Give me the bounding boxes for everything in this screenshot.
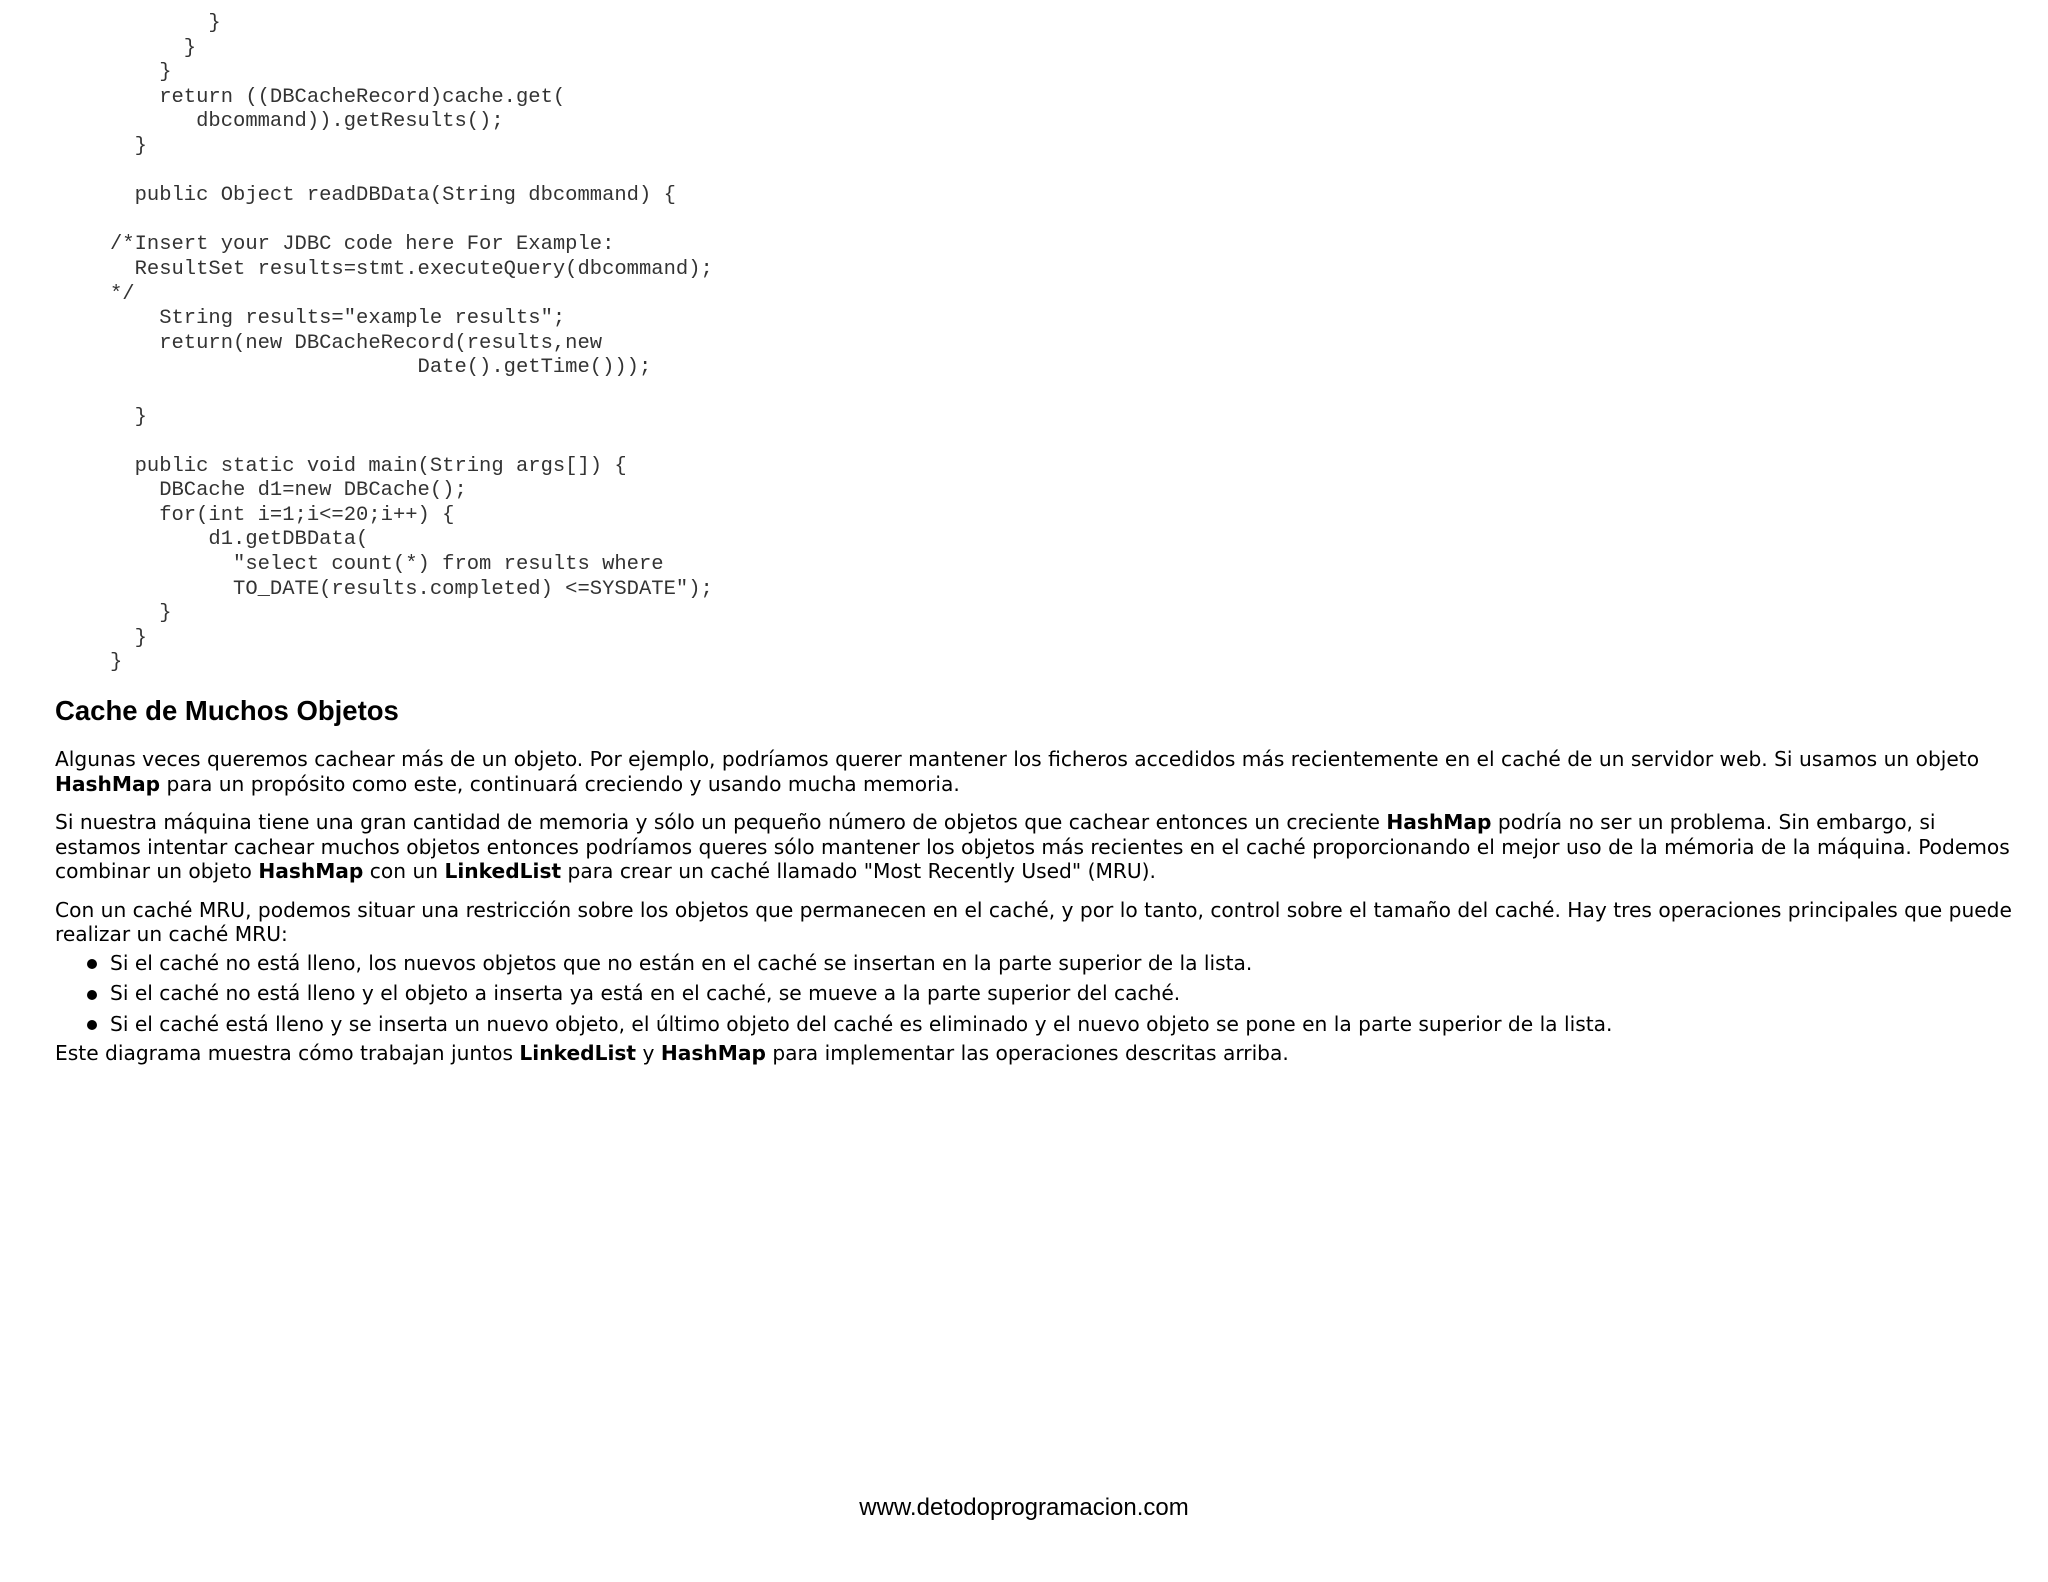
list-item-text: Si el caché no está lleno y el objeto a inserta ya está en el caché, se mueve a la parte superior del caché.	[110, 981, 1181, 1005]
code-line: }	[208, 12, 221, 35]
keyword-hashmap: HashMap	[660, 1041, 766, 1065]
paragraph-memory	[55, 810, 2015, 884]
paragraph-text: para crear un caché llamado "Most Recently Used" (MRU).	[561, 859, 1156, 883]
section-heading: Cache de Muchos Objetos	[55, 695, 399, 726]
paragraph-text: Algunas veces queremos cachear más de un objeto. Por ejemplo, podríamos querer mantener los ficheros accedidos más recientemente en el caché de un servidor web. Si usamos un objeto	[55, 747, 1980, 771]
code-line: /*Insert your JDBC code here For Example:	[110, 233, 615, 257]
keyword-hashmap: HashMap	[258, 859, 364, 883]
keyword-hashmap: HashMap	[1386, 810, 1492, 834]
keyword-linkedlist: LinkedList	[444, 859, 562, 883]
bullet-icon	[87, 990, 97, 1000]
code-line: return(new DBCacheRecord(results,new	[159, 331, 603, 355]
paragraph-text: con un	[363, 859, 445, 883]
list-item	[87, 1012, 2015, 1036]
paragraph-intro	[55, 747, 2015, 796]
code-line: }	[110, 651, 123, 675]
code-line: "select count(*) from results where	[233, 553, 664, 577]
code-line: }	[134, 626, 147, 650]
code-line: public static void main(String args[]) {	[134, 454, 627, 478]
paragraph-mru: Con un caché MRU, podemos situar una restricción sobre los objetos que permanecen en el caché, y por lo tanto, control sobre el tamaño del caché. Hay tres operaciones principales que puede realizar un caché MRU:	[55, 897, 2012, 946]
code-line: public Object readDBData(String dbcommand) {	[134, 184, 676, 208]
code-line: String results="example results";	[159, 307, 566, 331]
operations-list	[55, 951, 2015, 1036]
code-line: DBCache d1=new DBCache();	[159, 479, 467, 503]
paragraph-text: Si nuestra máquina tiene una gran cantidad de memoria y sólo un pequeño número de objetos que cachear entonces un creciente	[55, 810, 1387, 834]
code-listing	[110, 12, 713, 676]
code-line: return ((DBCacheRecord)cache.get(	[159, 85, 566, 109]
paragraph-text: para implementar las operaciones descritas arriba.	[765, 1041, 1289, 1065]
code-line: ResultSet results=stmt.executeQuery(dbcommand);	[134, 257, 713, 281]
code-line: }	[159, 61, 172, 85]
paragraph-text: podría no ser un problema. Sin embargo, si estamos intentar cachear muchos objetos entonces podríamos queres sólo mantener los objetos más recientes en el caché proporcionando el mejor uso de la mémoria de la máquina. Podemos combinar un objeto	[55, 810, 2010, 883]
code-line: for(int i=1;i<=20;i++) {	[159, 503, 455, 527]
code-line: Date().getTime()));	[417, 356, 652, 380]
code-line: }	[134, 405, 147, 429]
paragraph-diagram	[55, 1041, 2015, 1066]
article-body	[55, 747, 2015, 1080]
code-line: }	[134, 134, 147, 158]
code-line: dbcommand)).getResults();	[196, 110, 504, 134]
keyword-hashmap: HashMap	[55, 771, 161, 796]
paragraph-text: para un propósito como este, continuará creciendo y usando mucha memoria.	[160, 771, 960, 796]
bullet-icon	[87, 959, 97, 969]
list-item-text: Si el caché no está lleno, los nuevos objetos que no están en el caché se insertan en la parte superior de la lista.	[110, 950, 1253, 975]
footer-website-link[interactable]: www.detodoprogramacion.com	[859, 1494, 1189, 1521]
list-item-text: Si el caché está lleno y se inserta un nuevo objeto, el último objeto del caché es eliminado y el nuevo objeto se pone en la parte superior de la lista.	[110, 1011, 1613, 1036]
keyword-linkedlist: LinkedList	[519, 1041, 637, 1065]
code-line: */	[110, 282, 135, 306]
list-item	[87, 981, 2015, 1005]
list-item	[87, 951, 2015, 975]
code-line: }	[159, 602, 172, 626]
paragraph-text: y	[636, 1041, 661, 1065]
bullet-icon	[87, 1020, 97, 1030]
code-line: TO_DATE(results.completed) <=SYSDATE");	[233, 577, 713, 601]
code-line: d1.getDBData(	[208, 528, 369, 552]
code-line: }	[183, 36, 197, 60]
paragraph-text: Este diagrama muestra cómo trabajan juntos	[55, 1041, 520, 1065]
